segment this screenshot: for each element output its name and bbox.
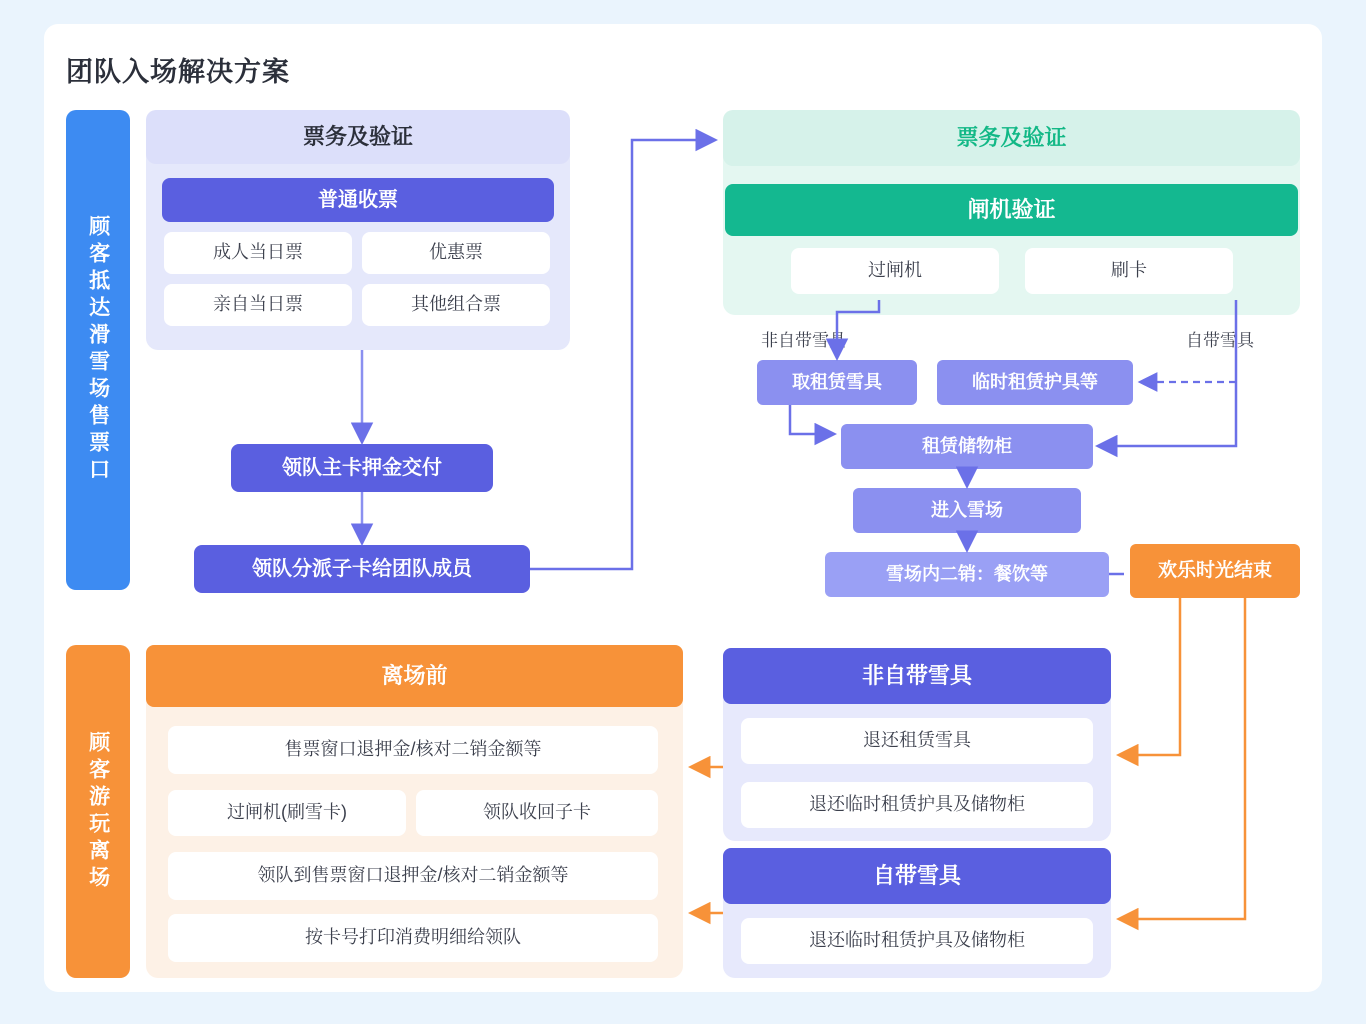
return-non-own-header [723,648,1111,704]
enter-resort-node[interactable]: 进入雪场 [853,488,1081,533]
gate-panel-header [723,110,1300,166]
before-leave-header-text: 离场前 [381,662,448,688]
return-non-own-header-text: 非自带雪具 [861,662,972,688]
return-own-header [723,848,1111,904]
leader-deposit-node[interactable]: 领队主卡押金交付 [231,444,493,492]
ticketing-subheader-text: 普通收票 [318,189,398,211]
return-temp-gear-locker-chip[interactable]: 退还临时租赁护具及储物柜 [741,782,1093,828]
ticket-type-discount[interactable]: 优惠票 [362,232,550,274]
label-non-own-gear: 非自带雪具 [761,331,846,350]
leader-assign-node[interactable]: 领队分派子卡给团队成员 [194,545,530,593]
ticketing-panel-header [146,110,570,164]
ticket-type-combo[interactable]: 其他组合票 [362,284,550,326]
label-own-gear: 自带雪具 [1186,331,1254,350]
before-leave-row-refund[interactable]: 售票窗口退押金/核对二销金额等 [168,726,658,774]
return-rental-gear-chip[interactable]: 退还租赁雪具 [741,718,1093,764]
gate-swipe-chip[interactable]: 刷卡 [1025,248,1233,294]
rail-arrival-text: 顾客抵达滑雪场售票口 [86,215,110,485]
happy-time-end-node[interactable]: 欢乐时光结束 [1130,544,1300,598]
temp-rental-node[interactable]: 临时租赁护具等 [937,360,1133,405]
before-leave-header [146,645,683,707]
return-own-temp-gear-locker-chip[interactable]: 退还临时租赁护具及储物柜 [741,918,1093,964]
rail-label-arrival [66,110,130,590]
ticketing-header-text: 票务及验证 [302,123,413,149]
before-leave-row-collect-card[interactable]: 领队收回子卡 [416,790,658,836]
gate-pass-chip[interactable]: 过闸机 [791,248,999,294]
gate-subheader [725,184,1298,236]
rail-leaving-text: 顾客游玩离场 [86,730,110,893]
ticket-type-adult-today[interactable]: 成人当日票 [164,232,352,274]
before-leave-row-leader-refund[interactable]: 领队到售票窗口退押金/核对二销金额等 [168,852,658,900]
rail-label-leaving [66,645,130,978]
before-leave-row-print[interactable]: 按卡号打印消费明细给领队 [168,914,658,962]
second-sale-node[interactable]: 雪场内二销：餐饮等 [825,552,1109,597]
before-leave-row-gate[interactable]: 过闸机(刷雪卡) [168,790,406,836]
ticket-type-self-today[interactable]: 亲自当日票 [164,284,352,326]
page-title: 团队入场解决方案 [66,57,290,87]
ticketing-subheader [162,178,554,222]
gate-header-text: 票务及验证 [956,124,1067,150]
rental-locker-node[interactable]: 租赁储物柜 [841,424,1093,469]
gate-subheader-text: 闸机验证 [967,196,1056,222]
return-own-header-text: 自带雪具 [872,862,961,888]
take-rental-gear-node[interactable]: 取租赁雪具 [757,360,917,405]
